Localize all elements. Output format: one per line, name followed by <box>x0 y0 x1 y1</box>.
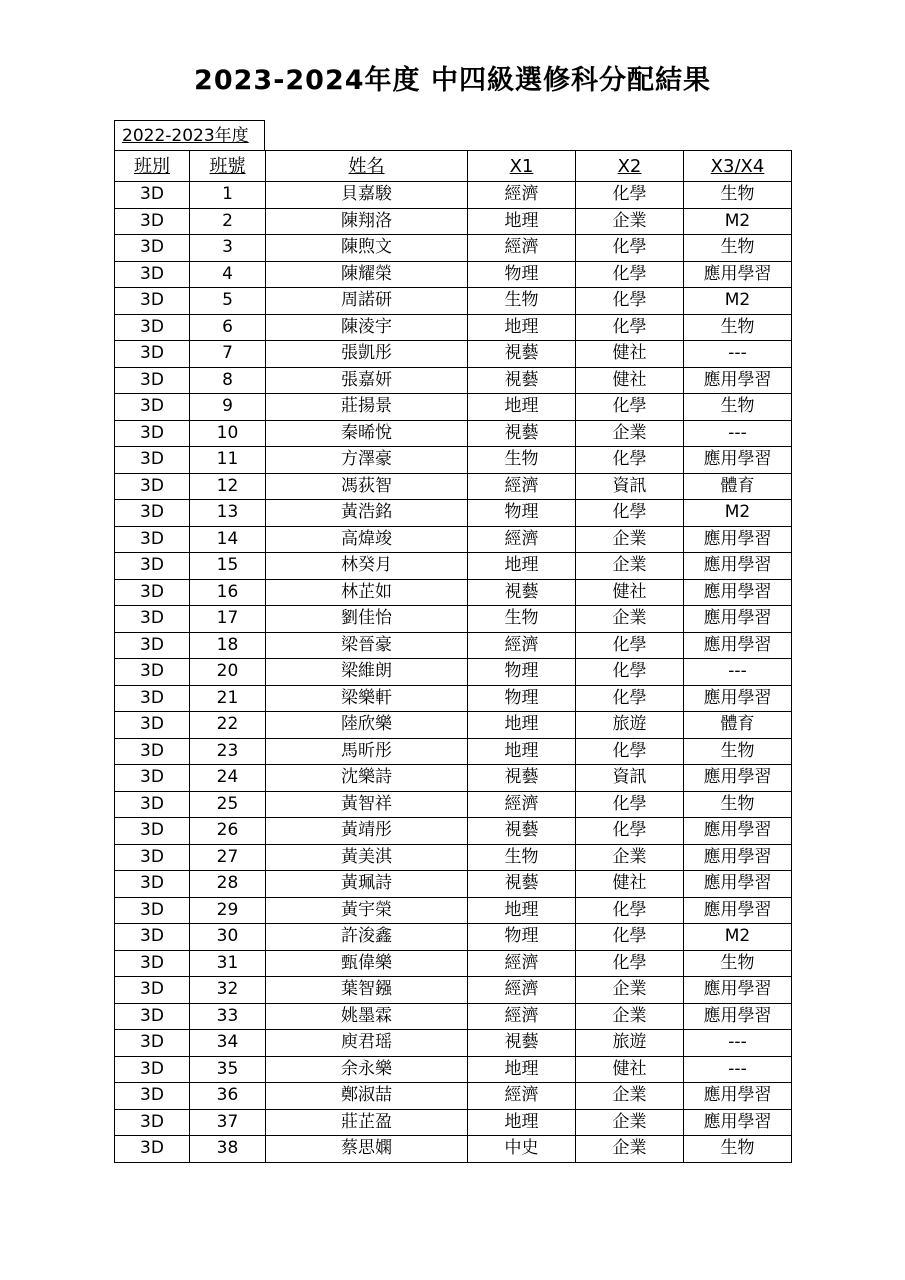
cell-x1: 經濟 <box>468 182 576 209</box>
cell-name: 黃智祥 <box>266 791 468 818</box>
cell-name: 林芷如 <box>266 579 468 606</box>
cell-x1: 地理 <box>468 314 576 341</box>
cell-x1: 地理 <box>468 553 576 580</box>
cell-class: 3D <box>115 712 190 739</box>
cell-x1: 生物 <box>468 447 576 474</box>
cell-x1: 經濟 <box>468 473 576 500</box>
table-row <box>115 632 792 659</box>
cell-x3-x4: 應用學習 <box>684 606 792 633</box>
cell-class-number: 15 <box>190 553 266 580</box>
table-row <box>115 844 792 871</box>
table-row <box>115 738 792 765</box>
table-row <box>115 1109 792 1136</box>
cell-x1: 生物 <box>468 288 576 315</box>
cell-class-number: 20 <box>190 659 266 686</box>
cell-x1: 地理 <box>468 712 576 739</box>
cell-class-number: 23 <box>190 738 266 765</box>
cell-x1: 生物 <box>468 844 576 871</box>
cell-x2: 企業 <box>576 1109 684 1136</box>
table-row <box>115 977 792 1004</box>
table-row <box>115 526 792 553</box>
cell-class: 3D <box>115 606 190 633</box>
table-row <box>115 950 792 977</box>
cell-class-number: 34 <box>190 1030 266 1057</box>
cell-name: 黃宇榮 <box>266 897 468 924</box>
cell-class: 3D <box>115 579 190 606</box>
cell-x2: 化學 <box>576 659 684 686</box>
cell-x3-x4: 應用學習 <box>684 1003 792 1030</box>
cell-class: 3D <box>115 1109 190 1136</box>
cell-name: 梁樂軒 <box>266 685 468 712</box>
cell-x2: 化學 <box>576 897 684 924</box>
cell-x3-x4: 應用學習 <box>684 579 792 606</box>
cell-name: 葉智鏹 <box>266 977 468 1004</box>
cell-x3-x4: 應用學習 <box>684 526 792 553</box>
table-row <box>115 659 792 686</box>
cell-x3-x4: --- <box>684 1056 792 1083</box>
cell-x3-x4: 應用學習 <box>684 844 792 871</box>
cell-x3-x4: 應用學習 <box>684 818 792 845</box>
cell-x3-x4: 生物 <box>684 950 792 977</box>
cell-class: 3D <box>115 208 190 235</box>
cell-x3-x4: 生物 <box>684 314 792 341</box>
cell-class-number: 21 <box>190 685 266 712</box>
cell-class-number: 29 <box>190 897 266 924</box>
cell-class: 3D <box>115 553 190 580</box>
table-row <box>115 1056 792 1083</box>
cell-x2: 健社 <box>576 341 684 368</box>
cell-x3-x4: 應用學習 <box>684 632 792 659</box>
cell-x1: 視藝 <box>468 871 576 898</box>
cell-x2: 企業 <box>576 606 684 633</box>
cell-x2: 旅遊 <box>576 1030 684 1057</box>
table-row <box>115 1136 792 1163</box>
cell-class-number: 38 <box>190 1136 266 1163</box>
cell-class: 3D <box>115 341 190 368</box>
table-row <box>115 1003 792 1030</box>
cell-class: 3D <box>115 871 190 898</box>
cell-class-number: 32 <box>190 977 266 1004</box>
cell-class-number: 13 <box>190 500 266 527</box>
cell-class: 3D <box>115 818 190 845</box>
table-row <box>115 500 792 527</box>
cell-x2: 健社 <box>576 367 684 394</box>
cell-name: 莊揚景 <box>266 394 468 421</box>
cell-name: 貝嘉駿 <box>266 182 468 209</box>
cell-name: 馬昕彤 <box>266 738 468 765</box>
cell-x2: 健社 <box>576 1056 684 1083</box>
cell-x2: 化學 <box>576 447 684 474</box>
cell-class: 3D <box>115 924 190 951</box>
table-row <box>115 871 792 898</box>
cell-x2: 資訊 <box>576 765 684 792</box>
cell-name: 秦晞悅 <box>266 420 468 447</box>
cell-x2: 化學 <box>576 235 684 262</box>
cell-x3-x4: 生物 <box>684 1136 792 1163</box>
cell-class: 3D <box>115 765 190 792</box>
cell-x1: 視藝 <box>468 579 576 606</box>
table-row <box>115 791 792 818</box>
table-row <box>115 473 792 500</box>
cell-x1: 物理 <box>468 924 576 951</box>
cell-class: 3D <box>115 791 190 818</box>
cell-class-number: 5 <box>190 288 266 315</box>
cell-name: 陳翔洛 <box>266 208 468 235</box>
cell-class: 3D <box>115 367 190 394</box>
cell-class: 3D <box>115 447 190 474</box>
table-row <box>115 420 792 447</box>
cell-class-number: 28 <box>190 871 266 898</box>
cell-x3-x4: M2 <box>684 500 792 527</box>
cell-x3-x4: 生物 <box>684 235 792 262</box>
cell-class-number: 8 <box>190 367 266 394</box>
cell-class: 3D <box>115 473 190 500</box>
table-row <box>115 1083 792 1110</box>
cell-x1: 經濟 <box>468 1083 576 1110</box>
cell-class: 3D <box>115 288 190 315</box>
table-row <box>115 1030 792 1057</box>
cell-class: 3D <box>115 632 190 659</box>
cell-name: 甄偉樂 <box>266 950 468 977</box>
cell-x2: 化學 <box>576 818 684 845</box>
cell-x1: 經濟 <box>468 977 576 1004</box>
cell-class: 3D <box>115 977 190 1004</box>
cell-x3-x4: 應用學習 <box>684 685 792 712</box>
cell-x3-x4: 體育 <box>684 473 792 500</box>
cell-x2: 健社 <box>576 579 684 606</box>
cell-name: 張嘉妍 <box>266 367 468 394</box>
cell-name: 林癸月 <box>266 553 468 580</box>
header-class-number: 班號 <box>190 151 266 182</box>
cell-class: 3D <box>115 182 190 209</box>
cell-x3-x4: 應用學習 <box>684 367 792 394</box>
cell-class: 3D <box>115 1030 190 1057</box>
cell-x2: 企業 <box>576 553 684 580</box>
cell-x1: 經濟 <box>468 791 576 818</box>
cell-x2: 企業 <box>576 1136 684 1163</box>
cell-x2: 企業 <box>576 420 684 447</box>
cell-x1: 物理 <box>468 685 576 712</box>
cell-x2: 化學 <box>576 261 684 288</box>
cell-x2: 健社 <box>576 871 684 898</box>
cell-x1: 地理 <box>468 1109 576 1136</box>
cell-x2: 化學 <box>576 791 684 818</box>
cell-x3-x4: M2 <box>684 208 792 235</box>
cell-name: 陸欣樂 <box>266 712 468 739</box>
cell-x3-x4: 應用學習 <box>684 553 792 580</box>
table-row <box>115 606 792 633</box>
cell-x1: 物理 <box>468 261 576 288</box>
cell-x1: 視藝 <box>468 367 576 394</box>
cell-class: 3D <box>115 659 190 686</box>
cell-x3-x4: 應用學習 <box>684 977 792 1004</box>
cell-class: 3D <box>115 526 190 553</box>
cell-class: 3D <box>115 738 190 765</box>
cell-x2: 企業 <box>576 1083 684 1110</box>
cell-x2: 化學 <box>576 288 684 315</box>
cell-class: 3D <box>115 394 190 421</box>
table-row <box>115 685 792 712</box>
cell-class-number: 9 <box>190 394 266 421</box>
cell-x1: 生物 <box>468 606 576 633</box>
cell-x2: 企業 <box>576 526 684 553</box>
page-title: 2023-2024年度 中四級選修科分配結果 <box>194 65 711 96</box>
cell-name: 梁維朗 <box>266 659 468 686</box>
table-row <box>115 208 792 235</box>
cell-class-number: 37 <box>190 1109 266 1136</box>
allocation-table <box>114 150 792 1163</box>
cell-x3-x4: 生物 <box>684 182 792 209</box>
cell-class-number: 12 <box>190 473 266 500</box>
cell-x2: 企業 <box>576 1003 684 1030</box>
table-row <box>115 182 792 209</box>
cell-class-number: 2 <box>190 208 266 235</box>
cell-class: 3D <box>115 420 190 447</box>
cell-x3-x4: 生物 <box>684 394 792 421</box>
cell-class: 3D <box>115 1083 190 1110</box>
cell-x3-x4: 應用學習 <box>684 871 792 898</box>
header-x3-x4: X3/X4 <box>684 151 792 182</box>
cell-name: 陳淩宇 <box>266 314 468 341</box>
cell-name: 黃浩銘 <box>266 500 468 527</box>
cell-name: 姚墨霖 <box>266 1003 468 1030</box>
table-row <box>115 553 792 580</box>
cell-x3-x4: M2 <box>684 924 792 951</box>
cell-name: 庾君瑶 <box>266 1030 468 1057</box>
cell-x1: 視藝 <box>468 765 576 792</box>
cell-x1: 經濟 <box>468 235 576 262</box>
cell-class: 3D <box>115 1136 190 1163</box>
cell-class: 3D <box>115 235 190 262</box>
cell-class-number: 1 <box>190 182 266 209</box>
table-row <box>115 394 792 421</box>
cell-x2: 化學 <box>576 738 684 765</box>
table-row <box>115 314 792 341</box>
cell-class: 3D <box>115 314 190 341</box>
school-year-label: 2022-2023年度 <box>114 120 265 150</box>
cell-x3-x4: 應用學習 <box>684 897 792 924</box>
cell-class-number: 7 <box>190 341 266 368</box>
cell-class-number: 30 <box>190 924 266 951</box>
cell-x2: 企業 <box>576 977 684 1004</box>
cell-x1: 經濟 <box>468 526 576 553</box>
cell-x1: 經濟 <box>468 950 576 977</box>
cell-name: 沈樂詩 <box>266 765 468 792</box>
cell-x2: 化學 <box>576 685 684 712</box>
cell-name: 陳煦文 <box>266 235 468 262</box>
cell-class-number: 10 <box>190 420 266 447</box>
cell-class-number: 14 <box>190 526 266 553</box>
table-row <box>115 288 792 315</box>
cell-class: 3D <box>115 1056 190 1083</box>
cell-x1: 中史 <box>468 1136 576 1163</box>
cell-x2: 資訊 <box>576 473 684 500</box>
cell-class-number: 33 <box>190 1003 266 1030</box>
cell-class: 3D <box>115 844 190 871</box>
cell-x3-x4: 體育 <box>684 712 792 739</box>
cell-x1: 物理 <box>468 500 576 527</box>
cell-x1: 視藝 <box>468 1030 576 1057</box>
cell-class: 3D <box>115 950 190 977</box>
cell-x3-x4: --- <box>684 1030 792 1057</box>
cell-name: 余永樂 <box>266 1056 468 1083</box>
cell-x1: 經濟 <box>468 632 576 659</box>
cell-x1: 地理 <box>468 897 576 924</box>
cell-x3-x4: 應用學習 <box>684 447 792 474</box>
cell-name: 陳耀榮 <box>266 261 468 288</box>
cell-x2: 化學 <box>576 500 684 527</box>
cell-name: 梁晉豪 <box>266 632 468 659</box>
cell-x1: 經濟 <box>468 1003 576 1030</box>
cell-class: 3D <box>115 897 190 924</box>
cell-class-number: 6 <box>190 314 266 341</box>
cell-name: 方澤豪 <box>266 447 468 474</box>
table-row <box>115 897 792 924</box>
cell-x3-x4: 應用學習 <box>684 765 792 792</box>
cell-class-number: 27 <box>190 844 266 871</box>
cell-x2: 化學 <box>576 182 684 209</box>
cell-name: 黃靖彤 <box>266 818 468 845</box>
cell-x2: 化學 <box>576 394 684 421</box>
cell-class-number: 3 <box>190 235 266 262</box>
cell-x3-x4: --- <box>684 341 792 368</box>
cell-x2: 化學 <box>576 314 684 341</box>
cell-class-number: 4 <box>190 261 266 288</box>
cell-name: 許浚鑫 <box>266 924 468 951</box>
cell-class-number: 11 <box>190 447 266 474</box>
cell-class-number: 24 <box>190 765 266 792</box>
cell-name: 蔡思嫻 <box>266 1136 468 1163</box>
cell-x3-x4: 應用學習 <box>684 261 792 288</box>
cell-name: 劉佳怡 <box>266 606 468 633</box>
table-row <box>115 367 792 394</box>
cell-x3-x4: 應用學習 <box>684 1109 792 1136</box>
cell-x2: 化學 <box>576 632 684 659</box>
cell-x1: 視藝 <box>468 818 576 845</box>
cell-class: 3D <box>115 1003 190 1030</box>
cell-x2: 化學 <box>576 924 684 951</box>
header-name: 姓名 <box>266 151 468 182</box>
cell-x3-x4: --- <box>684 420 792 447</box>
cell-class: 3D <box>115 500 190 527</box>
cell-name: 高煒竣 <box>266 526 468 553</box>
cell-class-number: 36 <box>190 1083 266 1110</box>
table-row <box>115 765 792 792</box>
cell-x3-x4: 生物 <box>684 791 792 818</box>
cell-x2: 企業 <box>576 208 684 235</box>
header-class: 班別 <box>115 151 190 182</box>
cell-class-number: 18 <box>190 632 266 659</box>
cell-name: 周諾研 <box>266 288 468 315</box>
table-row <box>115 712 792 739</box>
table-header-row <box>115 151 792 182</box>
table-row <box>115 235 792 262</box>
table-row <box>115 447 792 474</box>
table-row <box>115 579 792 606</box>
cell-x1: 地理 <box>468 208 576 235</box>
cell-name: 黃珮詩 <box>266 871 468 898</box>
cell-name: 馮荻智 <box>266 473 468 500</box>
cell-x1: 視藝 <box>468 341 576 368</box>
cell-x2: 化學 <box>576 950 684 977</box>
cell-class: 3D <box>115 685 190 712</box>
table-row <box>115 818 792 845</box>
header-x2: X2 <box>576 151 684 182</box>
cell-x2: 旅遊 <box>576 712 684 739</box>
cell-class-number: 26 <box>190 818 266 845</box>
cell-class-number: 16 <box>190 579 266 606</box>
table-row <box>115 924 792 951</box>
cell-x1: 物理 <box>468 659 576 686</box>
cell-x3-x4: 應用學習 <box>684 1083 792 1110</box>
cell-x1: 地理 <box>468 394 576 421</box>
cell-class-number: 31 <box>190 950 266 977</box>
header-x1: X1 <box>468 151 576 182</box>
cell-x2: 企業 <box>576 844 684 871</box>
table-row <box>115 341 792 368</box>
cell-name: 莊芷盈 <box>266 1109 468 1136</box>
cell-x1: 視藝 <box>468 420 576 447</box>
cell-name: 黃美淇 <box>266 844 468 871</box>
cell-class-number: 35 <box>190 1056 266 1083</box>
cell-x3-x4: --- <box>684 659 792 686</box>
cell-class-number: 22 <box>190 712 266 739</box>
cell-name: 張凱彤 <box>266 341 468 368</box>
cell-class: 3D <box>115 261 190 288</box>
table-row <box>115 261 792 288</box>
cell-name: 鄭淑喆 <box>266 1083 468 1110</box>
cell-x1: 地理 <box>468 1056 576 1083</box>
cell-x1: 地理 <box>468 738 576 765</box>
cell-x3-x4: M2 <box>684 288 792 315</box>
cell-class-number: 17 <box>190 606 266 633</box>
cell-x3-x4: 生物 <box>684 738 792 765</box>
cell-class-number: 25 <box>190 791 266 818</box>
